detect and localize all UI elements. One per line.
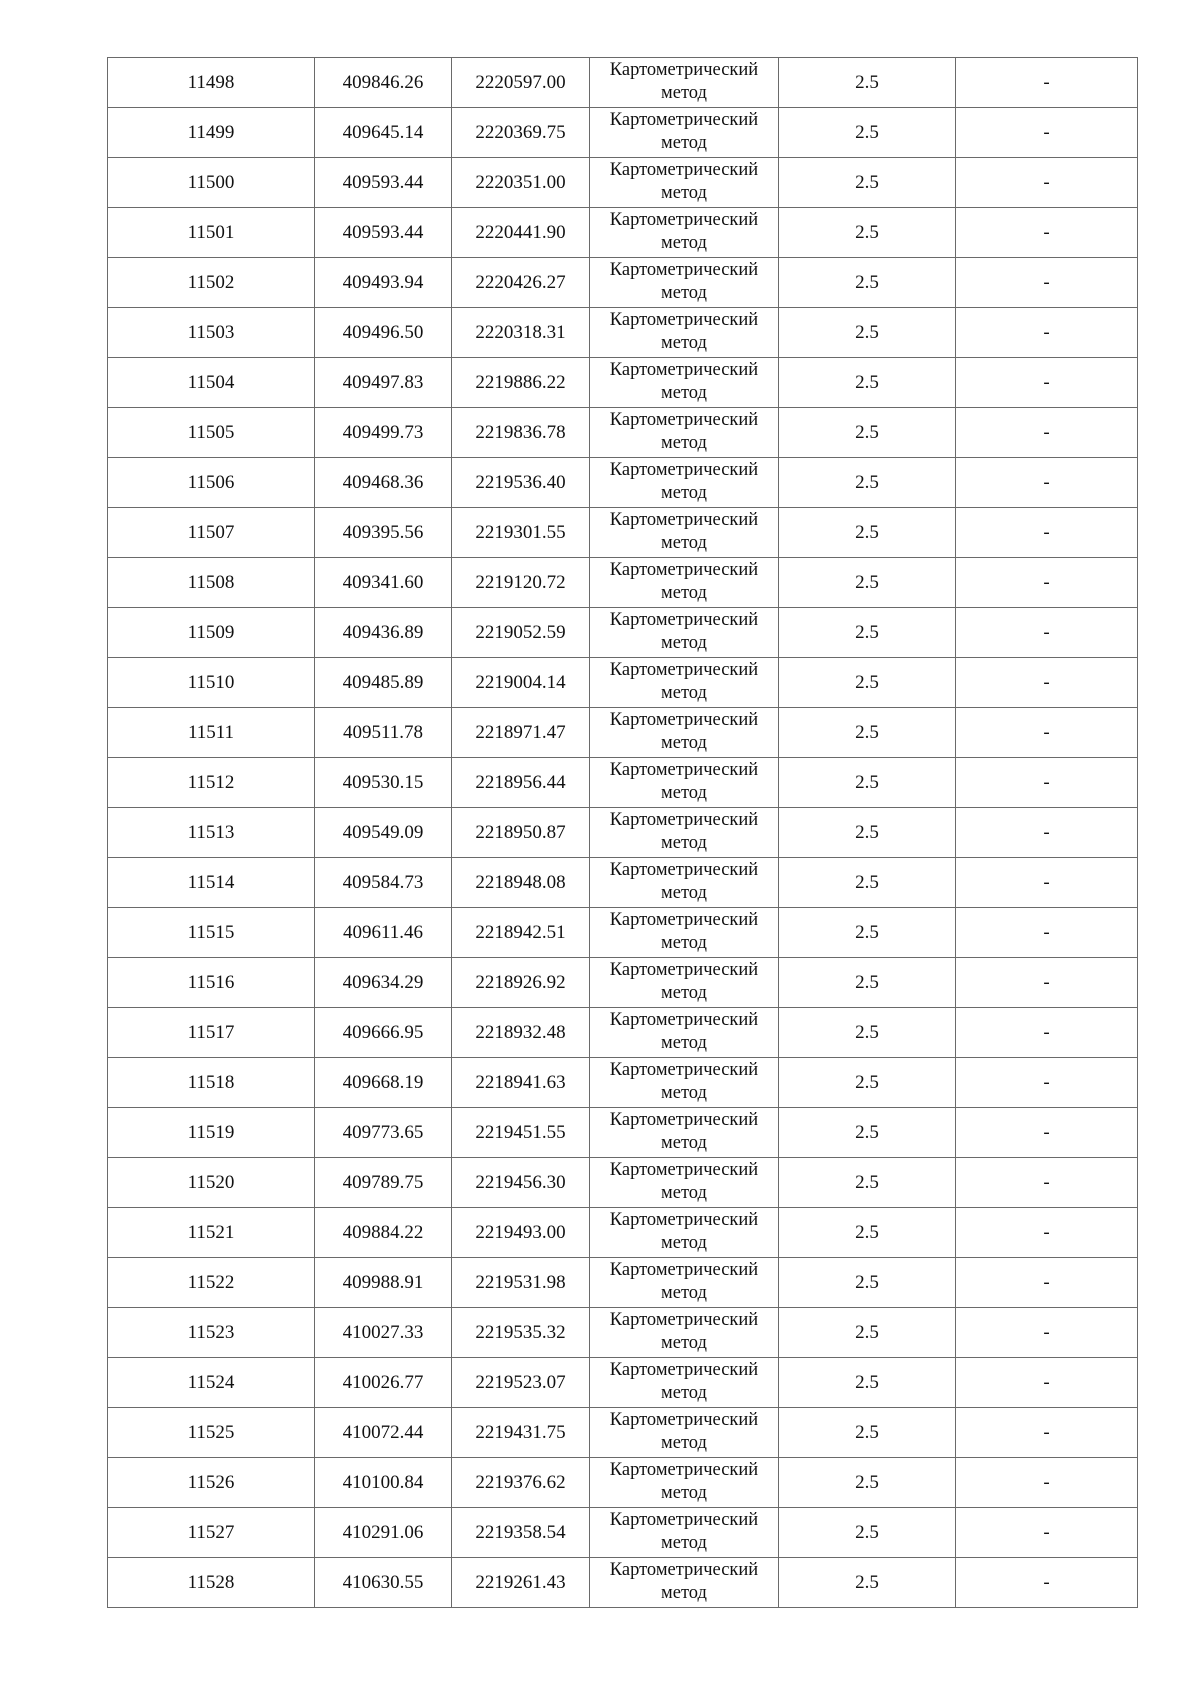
x-coordinate-cell: 409645.14 [315,108,452,158]
accuracy-cell: 2.5 [779,1308,956,1358]
description-cell: - [956,858,1138,908]
table-row [108,1108,1138,1158]
description-cell: - [956,1158,1138,1208]
table-row [108,758,1138,808]
x-coordinate-cell: 409530.15 [315,758,452,808]
description-cell: - [956,1458,1138,1508]
x-coordinate-cell: 409846.26 [315,58,452,108]
accuracy-cell: 2.5 [779,458,956,508]
x-coordinate-cell: 410026.77 [315,1358,452,1408]
point-number-cell: 11504 [108,358,315,408]
accuracy-cell: 2.5 [779,158,956,208]
y-coordinate-cell: 2219431.75 [452,1408,590,1458]
accuracy-cell: 2.5 [779,558,956,608]
description-cell: - [956,1258,1138,1308]
y-coordinate-cell: 2219052.59 [452,608,590,658]
table-row [108,658,1138,708]
y-coordinate-cell: 2219536.40 [452,458,590,508]
point-number-cell: 11500 [108,158,315,208]
point-number-cell: 11525 [108,1408,315,1458]
coordinates-table-body [108,58,1138,1608]
point-number-cell: 11501 [108,208,315,258]
x-coordinate-cell: 409499.73 [315,408,452,458]
table-row [108,1308,1138,1358]
table-row [108,358,1138,408]
table-row [108,558,1138,608]
y-coordinate-cell: 2218926.92 [452,958,590,1008]
description-cell: - [956,308,1138,358]
table-row [108,858,1138,908]
table-row [108,958,1138,1008]
accuracy-cell: 2.5 [779,358,956,408]
accuracy-cell: 2.5 [779,608,956,658]
description-cell: - [956,208,1138,258]
description-cell: - [956,908,1138,958]
table-row [108,108,1138,158]
point-number-cell: 11506 [108,458,315,508]
y-coordinate-cell: 2219836.78 [452,408,590,458]
accuracy-cell: 2.5 [779,658,956,708]
x-coordinate-cell: 409485.89 [315,658,452,708]
method-cell: Картометрический метод [590,1058,779,1108]
description-cell: - [956,1358,1138,1408]
point-number-cell: 11519 [108,1108,315,1158]
table-row [108,1508,1138,1558]
point-number-cell: 11526 [108,1458,315,1508]
description-cell: - [956,958,1138,1008]
description-cell: - [956,1508,1138,1558]
point-number-cell: 11517 [108,1008,315,1058]
method-cell: Картометрический метод [590,808,779,858]
accuracy-cell: 2.5 [779,1458,956,1508]
y-coordinate-cell: 2218956.44 [452,758,590,808]
point-number-cell: 11513 [108,808,315,858]
method-cell: Картометрический метод [590,308,779,358]
point-number-cell: 11521 [108,1208,315,1258]
y-coordinate-cell: 2219886.22 [452,358,590,408]
accuracy-cell: 2.5 [779,1108,956,1158]
point-number-cell: 11509 [108,608,315,658]
point-number-cell: 11522 [108,1258,315,1308]
accuracy-cell: 2.5 [779,708,956,758]
point-number-cell: 11510 [108,658,315,708]
method-cell: Картометрический метод [590,1408,779,1458]
method-cell: Картометрический метод [590,758,779,808]
x-coordinate-cell: 409496.50 [315,308,452,358]
table-row [108,208,1138,258]
y-coordinate-cell: 2220351.00 [452,158,590,208]
x-coordinate-cell: 409611.46 [315,908,452,958]
description-cell: - [956,408,1138,458]
description-cell: - [956,608,1138,658]
point-number-cell: 11518 [108,1058,315,1108]
x-coordinate-cell: 409584.73 [315,858,452,908]
accuracy-cell: 2.5 [779,308,956,358]
description-cell: - [956,758,1138,808]
x-coordinate-cell: 409634.29 [315,958,452,1008]
method-cell: Картометрический метод [590,508,779,558]
point-number-cell: 11515 [108,908,315,958]
method-cell: Картометрический метод [590,1108,779,1158]
x-coordinate-cell: 409773.65 [315,1108,452,1158]
point-number-cell: 11528 [108,1558,315,1608]
description-cell: - [956,1008,1138,1058]
table-row [108,1408,1138,1458]
x-coordinate-cell: 409593.44 [315,208,452,258]
y-coordinate-cell: 2218941.63 [452,1058,590,1108]
description-cell: - [956,58,1138,108]
x-coordinate-cell: 409789.75 [315,1158,452,1208]
description-cell: - [956,1558,1138,1608]
table-row [108,408,1138,458]
table-row [108,58,1138,108]
method-cell: Картометрический метод [590,708,779,758]
method-cell: Картометрический метод [590,458,779,508]
method-cell: Картометрический метод [590,108,779,158]
y-coordinate-cell: 2218971.47 [452,708,590,758]
accuracy-cell: 2.5 [779,508,956,558]
method-cell: Картометрический метод [590,1458,779,1508]
method-cell: Картометрический метод [590,1308,779,1358]
x-coordinate-cell: 409884.22 [315,1208,452,1258]
method-cell: Картометрический метод [590,608,779,658]
table-row [108,1458,1138,1508]
point-number-cell: 11508 [108,558,315,608]
accuracy-cell: 2.5 [779,1008,956,1058]
x-coordinate-cell: 409666.95 [315,1008,452,1058]
y-coordinate-cell: 2218948.08 [452,858,590,908]
method-cell: Картометрический метод [590,1258,779,1308]
y-coordinate-cell: 2219376.62 [452,1458,590,1508]
table-row [108,508,1138,558]
accuracy-cell: 2.5 [779,808,956,858]
method-cell: Картометрический метод [590,558,779,608]
y-coordinate-cell: 2219456.30 [452,1158,590,1208]
x-coordinate-cell: 409436.89 [315,608,452,658]
accuracy-cell: 2.5 [779,208,956,258]
table-row [108,1208,1138,1258]
x-coordinate-cell: 409341.60 [315,558,452,608]
y-coordinate-cell: 2220441.90 [452,208,590,258]
description-cell: - [956,1208,1138,1258]
accuracy-cell: 2.5 [779,908,956,958]
y-coordinate-cell: 2219531.98 [452,1258,590,1308]
point-number-cell: 11498 [108,58,315,108]
table-row [108,308,1138,358]
description-cell: - [956,258,1138,308]
point-number-cell: 11503 [108,308,315,358]
description-cell: - [956,158,1138,208]
method-cell: Картометрический метод [590,958,779,1008]
y-coordinate-cell: 2219523.07 [452,1358,590,1408]
method-cell: Картометрический метод [590,1358,779,1408]
accuracy-cell: 2.5 [779,108,956,158]
description-cell: - [956,1408,1138,1458]
point-number-cell: 11505 [108,408,315,458]
y-coordinate-cell: 2218932.48 [452,1008,590,1058]
table-row [108,1258,1138,1308]
y-coordinate-cell: 2219535.32 [452,1308,590,1358]
table-row [108,608,1138,658]
y-coordinate-cell: 2220597.00 [452,58,590,108]
table-row [108,158,1138,208]
description-cell: - [956,808,1138,858]
y-coordinate-cell: 2219004.14 [452,658,590,708]
method-cell: Картометрический метод [590,1008,779,1058]
table-row [108,458,1138,508]
method-cell: Картометрический метод [590,1158,779,1208]
table-row [108,1358,1138,1408]
y-coordinate-cell: 2218950.87 [452,808,590,858]
method-cell: Картометрический метод [590,58,779,108]
point-number-cell: 11520 [108,1158,315,1208]
accuracy-cell: 2.5 [779,408,956,458]
x-coordinate-cell: 410072.44 [315,1408,452,1458]
table-row [108,1058,1138,1108]
y-coordinate-cell: 2218942.51 [452,908,590,958]
accuracy-cell: 2.5 [779,58,956,108]
y-coordinate-cell: 2220369.75 [452,108,590,158]
x-coordinate-cell: 409668.19 [315,1058,452,1108]
point-number-cell: 11507 [108,508,315,558]
method-cell: Картометрический метод [590,1508,779,1558]
method-cell: Картометрический метод [590,658,779,708]
point-number-cell: 11523 [108,1308,315,1358]
coordinates-table [107,57,1138,1608]
description-cell: - [956,108,1138,158]
accuracy-cell: 2.5 [779,1358,956,1408]
x-coordinate-cell: 409468.36 [315,458,452,508]
description-cell: - [956,708,1138,758]
point-number-cell: 11502 [108,258,315,308]
table-row [108,708,1138,758]
point-number-cell: 11516 [108,958,315,1008]
method-cell: Картометрический метод [590,158,779,208]
y-coordinate-cell: 2219261.43 [452,1558,590,1608]
accuracy-cell: 2.5 [779,1558,956,1608]
table-row [108,808,1138,858]
description-cell: - [956,1058,1138,1108]
accuracy-cell: 2.5 [779,1058,956,1108]
method-cell: Картометрический метод [590,258,779,308]
point-number-cell: 11512 [108,758,315,808]
method-cell: Картометрический метод [590,408,779,458]
method-cell: Картометрический метод [590,1208,779,1258]
accuracy-cell: 2.5 [779,1408,956,1458]
table-row [108,1158,1138,1208]
point-number-cell: 11511 [108,708,315,758]
method-cell: Картометрический метод [590,358,779,408]
x-coordinate-cell: 409988.91 [315,1258,452,1308]
y-coordinate-cell: 2219301.55 [452,508,590,558]
table-row [108,908,1138,958]
method-cell: Картометрический метод [590,858,779,908]
description-cell: - [956,658,1138,708]
x-coordinate-cell: 409395.56 [315,508,452,558]
method-cell: Картометрический метод [590,908,779,958]
description-cell: - [956,558,1138,608]
y-coordinate-cell: 2220318.31 [452,308,590,358]
accuracy-cell: 2.5 [779,958,956,1008]
table-row [108,1558,1138,1608]
y-coordinate-cell: 2219120.72 [452,558,590,608]
description-cell: - [956,1308,1138,1358]
accuracy-cell: 2.5 [779,858,956,908]
table-row [108,258,1138,308]
method-cell: Картометрический метод [590,1558,779,1608]
y-coordinate-cell: 2220426.27 [452,258,590,308]
x-coordinate-cell: 409549.09 [315,808,452,858]
x-coordinate-cell: 410100.84 [315,1458,452,1508]
point-number-cell: 11524 [108,1358,315,1408]
description-cell: - [956,458,1138,508]
x-coordinate-cell: 409497.83 [315,358,452,408]
table-row [108,1008,1138,1058]
description-cell: - [956,508,1138,558]
y-coordinate-cell: 2219358.54 [452,1508,590,1558]
y-coordinate-cell: 2219493.00 [452,1208,590,1258]
point-number-cell: 11499 [108,108,315,158]
x-coordinate-cell: 409593.44 [315,158,452,208]
point-number-cell: 11514 [108,858,315,908]
accuracy-cell: 2.5 [779,1158,956,1208]
x-coordinate-cell: 410630.55 [315,1558,452,1608]
description-cell: - [956,1108,1138,1158]
accuracy-cell: 2.5 [779,1508,956,1558]
accuracy-cell: 2.5 [779,1258,956,1308]
accuracy-cell: 2.5 [779,758,956,808]
y-coordinate-cell: 2219451.55 [452,1108,590,1158]
point-number-cell: 11527 [108,1508,315,1558]
accuracy-cell: 2.5 [779,258,956,308]
x-coordinate-cell: 410291.06 [315,1508,452,1558]
method-cell: Картометрический метод [590,208,779,258]
description-cell: - [956,358,1138,408]
x-coordinate-cell: 409493.94 [315,258,452,308]
accuracy-cell: 2.5 [779,1208,956,1258]
x-coordinate-cell: 410027.33 [315,1308,452,1358]
x-coordinate-cell: 409511.78 [315,708,452,758]
